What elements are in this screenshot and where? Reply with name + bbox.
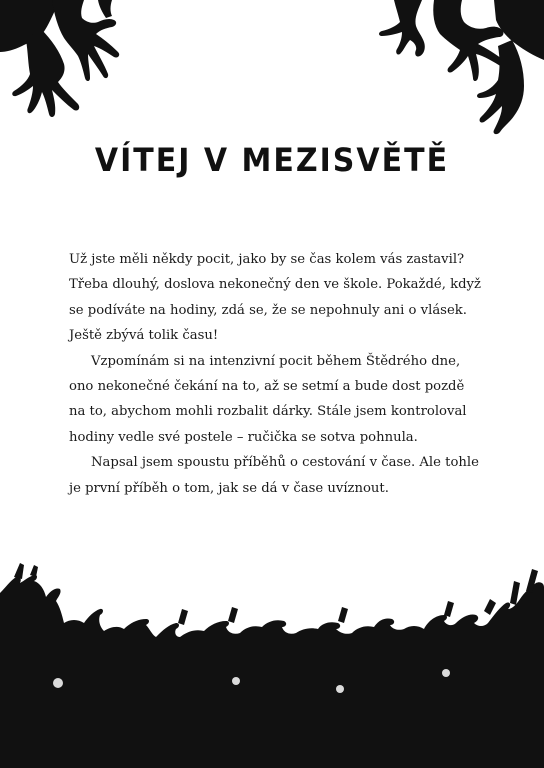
chapter-text	[69, 247, 481, 501]
zombie-hands-top-right-icon	[374, 0, 544, 140]
paragraph-1: Už jste měli někdy pocit, jako by se čas kolem vás zastavil? Třeba dlouhý, doslova nekonečný den ve škole. Pokaždé, když se podíváte na hodiny, zdá se, že se nepohnuly ani o vlásek. Ještě zbývá tolik času!	[69, 252, 481, 344]
zombie-crowd-silhouette-icon	[0, 563, 544, 768]
paragraph-3: Napsal jsem spoustu příběhů o cestování v čase. Ale tohle je první příběh o tom, jak se dá v čase uvíznout.	[69, 455, 479, 496]
paragraph-2: Vzpomínám si na intenzivní pocit během Štědrého dne, ono nekonečné čekání na to, až se setmí a bude dost pozdě na to, abychom mohli rozbalit dárky. Stále jsem kontroloval hodiny vedle své postele – ručička se sotva pohnula.	[69, 353, 467, 445]
chapter-title: VÍTEJ V MEZISVĚTĚ	[94, 141, 450, 180]
zombie-hands-top-left-icon	[0, 0, 150, 125]
